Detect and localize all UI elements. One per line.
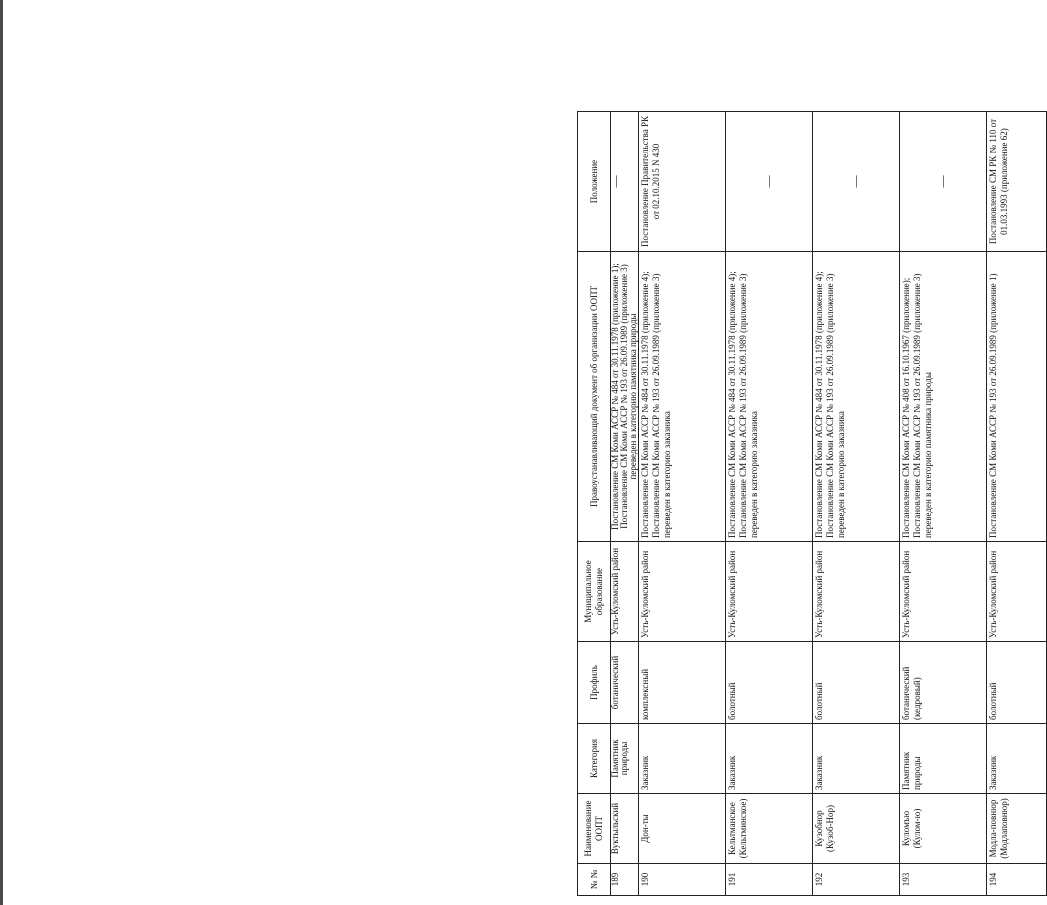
cell-num: 191 (725, 864, 812, 896)
scan-page-edge (0, 0, 3, 905)
cell-name: Вуктыльский (611, 794, 639, 864)
cell-document: Постановление СМ Коми АССР № 408 от 16.10.1967 (приложение); Постановление СМ Коми АССР № 193 от 26.09.1989 (приложение 3) переведен в категорию памятника природы (899, 252, 986, 542)
table-row (986, 112, 1046, 896)
header-name: Наименование ООПТ (578, 794, 611, 864)
cell-profile: комплексный (639, 642, 726, 724)
cell-regulation: — (899, 112, 986, 252)
cell-municipality: Усть-Куломский район (986, 542, 1046, 642)
header-category: Категория (578, 724, 611, 794)
header-num: № № (578, 864, 611, 896)
cell-profile: болотный (725, 642, 812, 724)
cell-num: 193 (899, 864, 986, 896)
oopt-table (577, 111, 1047, 896)
cell-regulation: Постановление СМ РК № 110 от 01.03.1993 (приложение 62) (986, 112, 1046, 252)
cell-regulation: — (725, 112, 812, 252)
cell-municipality: Усть-Куломский район (812, 542, 899, 642)
cell-profile: ботанический (611, 642, 639, 724)
cell-profile: ботанический (кедровый) (899, 642, 986, 724)
cell-num: 189 (611, 864, 639, 896)
table-row (725, 112, 812, 896)
cell-name: Кельтманское (Кельтминское) (725, 794, 812, 864)
cell-profile: болотный (986, 642, 1046, 724)
cell-category: Заказник (639, 724, 726, 794)
cell-name: Кузобнор (Кузоб-Нор) (812, 794, 899, 864)
table-row (899, 112, 986, 896)
cell-num: 190 (639, 864, 726, 896)
cell-name: Модла-повнюр (Модлаповнюр) (986, 794, 1046, 864)
cell-category: Заказник (986, 724, 1046, 794)
cell-municipality: Усть-Куломский район (611, 542, 639, 642)
cell-num: 194 (986, 864, 1046, 896)
cell-category: Памятник природы (611, 724, 639, 794)
header-municipality: Муниципальное образование (578, 542, 611, 642)
cell-name: Куломъю (Кулом-ю) (899, 794, 986, 864)
cell-document: Постановление СМ Коми АССР № 484 от 30.11.1978 (приложение 4); Постановление СМ Коми АССР № 193 от 26.09.1989 (приложение 3) переведен в категорию заказника (639, 252, 726, 542)
cell-num: 192 (812, 864, 899, 896)
cell-category: Памятник природы (899, 724, 986, 794)
cell-municipality: Усть-Куломский район (639, 542, 726, 642)
table-header-row (578, 112, 611, 896)
rotated-table-container (577, 112, 1047, 896)
cell-document: Постановление СМ Коми АССР № 484 от 30.11.1978 (приложение 4); Постановление СМ Коми АССР № 193 от 26.09.1989 (приложение 3) переведен в категорию заказника (725, 252, 812, 542)
table-row (812, 112, 899, 896)
cell-document: Постановление СМ Коми АССР № 193 от 26.09.1989 (приложение 1) (986, 252, 1046, 542)
cell-category: Заказник (725, 724, 812, 794)
cell-document: Постановление СМ Коми АССР № 484 от 30.11.1978 (приложение 4); Постановление СМ Коми АССР № 193 от 26.09.1989 (приложение 3) переведен в категорию заказника (812, 252, 899, 542)
cell-regulation: — (611, 112, 639, 252)
cell-municipality: Усть-Куломский район (899, 542, 986, 642)
cell-profile: болотный (812, 642, 899, 724)
cell-document: Постановление СМ Коми АССР № 484 от 30.11.1978 (приложение 1); Постановление СМ Коми АССР № 193 от 26.09.1989 (приложение 3) переведен в категорию памятника природы (611, 252, 639, 542)
header-profile: Профиль (578, 642, 611, 724)
header-document: Правоустанавливающий документ об организации ООПТ (578, 252, 611, 542)
cell-category: Заказник (812, 724, 899, 794)
table-row (639, 112, 726, 896)
cell-municipality: Усть-Куломский район (725, 542, 812, 642)
table-row (611, 112, 639, 896)
header-regulation: Положение (578, 112, 611, 252)
cell-regulation: — (812, 112, 899, 252)
cell-regulation: Постановление Правительства РК от 02.10.2015 N 430 (639, 112, 726, 252)
cell-name: Дон-ты (639, 794, 726, 864)
